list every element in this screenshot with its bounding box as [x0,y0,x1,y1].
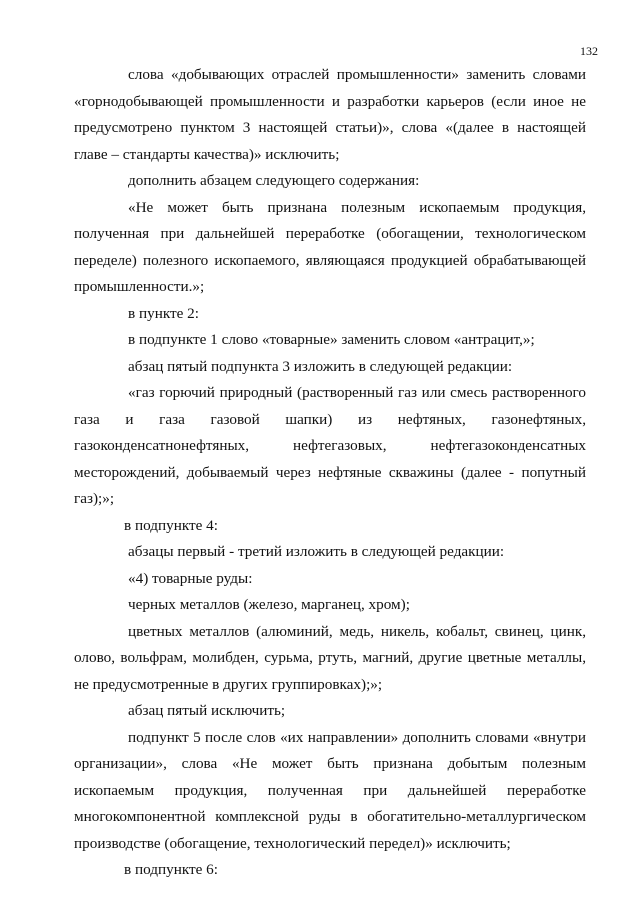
paragraph: подпункт 5 после слов «их направлении» дополнить словами «внутри организации», слова «Не может быть признана добытым полезным ископаемым продукция, полученная при дальнейшей переработке многокомпонентной комплексной руды в обогатительно-металлургическом производстве (обогащение, технологический передел)» исключить; [74,728,586,852]
document-body [74,62,586,884]
paragraph: в пункте 2: [128,304,199,322]
paragraph: абзацы первый - третий изложить в следующей редакции: [128,543,505,560]
page-number: 132 [580,44,598,58]
paragraph: черных металлов (железо, марганец, хром); [128,596,410,613]
paragraph: «4) товарные руды: [128,569,253,587]
paragraph: «Не может быть признана полезным ископаемым продукция, полученная при дальнейшей переработке (обогащении, технологическом переделе) полезного ископаемого, являющаяся продукцией обрабатывающей промышленности.»; [74,198,586,295]
paragraph: цветных металлов (алюминий, медь, никель, кобальт, свинец, цинк, олово, вольфрам, молибден, сурьма, ртуть, магний, другие цветные металлы, не предусмотренные в других группировках);»; [74,622,586,693]
paragraph: дополнить абзацем следующего содержания: [128,172,420,189]
paragraph: в подпункте 4: [124,516,218,534]
paragraph: в подпункте 6: [124,861,218,878]
paragraph: слова «добывающих отраслей промышленности» заменить словами «горнодобывающей промышленности и разработки карьеров (если иное не предусмотрено пунктом 3 настоящей статьи)», слова «(далее в настоящей главе – стандарты качества)» исключить; [74,66,586,163]
paragraph: абзац пятый исключить; [128,702,286,719]
paragraph: в подпункте 1 слово «товарные» заменить словом «антрацит,»; [128,331,535,348]
paragraph: абзац пятый подпункта 3 изложить в следующей редакции: [128,357,513,375]
paragraph: «газ горючий природный (растворенный газ или смесь растворенного газа и газа газовой шапки) из нефтяных, газонефтяных, газоконденсатнонефтяных, нефтегазовых, нефтегазоконденсатных месторождений, добываемый через нефтяные скважины (далее - попутный газ);»; [74,384,586,507]
